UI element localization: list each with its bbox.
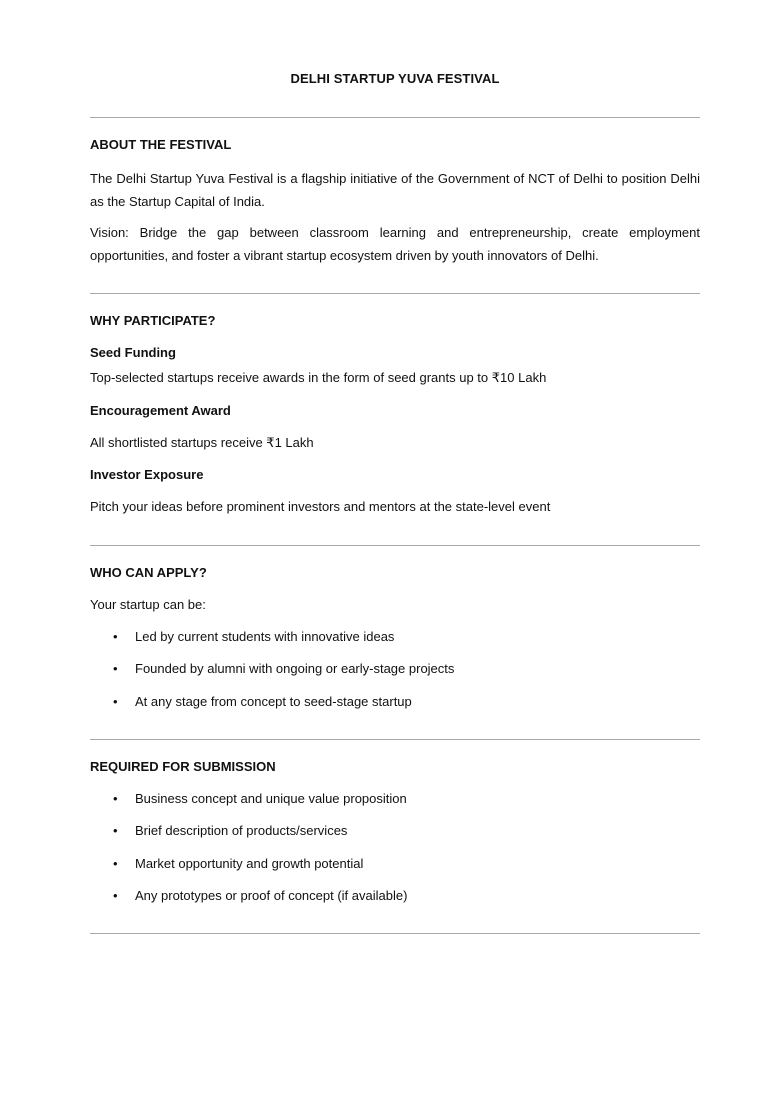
section-divider	[90, 293, 700, 294]
bullet-icon: •	[113, 823, 118, 838]
bullet-icon: •	[113, 888, 118, 903]
investor-exposure-title: Investor Exposure	[90, 467, 204, 482]
required-list	[90, 791, 700, 904]
list-item: • Founded by alumni with ongoing or early-stage projects	[113, 661, 455, 676]
list-item: • Any prototypes or proof of concept (if available)	[113, 888, 408, 903]
about-paragraph: The Delhi Startup Yuva Festival is a flagship initiative of the Government of NCT of Delhi to position Delhi as the Startup Capital of India.	[90, 171, 700, 209]
seed-funding-text: Top-selected startups receive awards in the form of seed grants up to ₹10 Lakh	[90, 370, 547, 385]
section-divider	[90, 933, 700, 934]
who-list	[90, 629, 700, 710]
encouragement-award-title: Encouragement Award	[90, 403, 231, 418]
investor-exposure-text: Pitch your ideas before prominent investors and mentors at the state-level event	[90, 499, 551, 514]
section-divider	[90, 545, 700, 546]
seed-funding-title: Seed Funding	[90, 345, 176, 360]
list-item: • Led by current students with innovative ideas	[113, 629, 395, 644]
list-item: • Business concept and unique value proposition	[113, 791, 407, 806]
list-item: • Market opportunity and growth potential	[113, 856, 364, 871]
bullet-icon: •	[113, 629, 118, 644]
encouragement-award-text: All shortlisted startups receive ₹1 Lakh	[90, 435, 314, 450]
about-heading: ABOUT THE FESTIVAL	[90, 137, 232, 152]
about-vision: Vision: Bridge the gap between classroom learning and entrepreneurship, create employment opportunities, and foster a vibrant startup ecosystem driven by youth innovators of Delhi.	[90, 225, 700, 263]
bullet-icon: •	[113, 661, 118, 676]
page-title: DELHI STARTUP YUVA FESTIVAL	[290, 71, 500, 86]
who-intro: Your startup can be:	[90, 597, 206, 612]
section-divider	[90, 117, 700, 118]
list-item: • At any stage from concept to seed-stage startup	[113, 694, 412, 709]
bullet-icon: •	[113, 856, 118, 871]
bullet-icon: •	[113, 791, 118, 806]
document-page	[0, 71, 768, 1095]
section-divider	[90, 739, 700, 740]
list-item: • Brief description of products/services	[113, 823, 348, 838]
why-heading: WHY PARTICIPATE?	[90, 313, 216, 328]
required-heading: REQUIRED FOR SUBMISSION	[90, 759, 276, 774]
bullet-icon: •	[113, 694, 118, 709]
who-heading: WHO CAN APPLY?	[90, 565, 207, 580]
